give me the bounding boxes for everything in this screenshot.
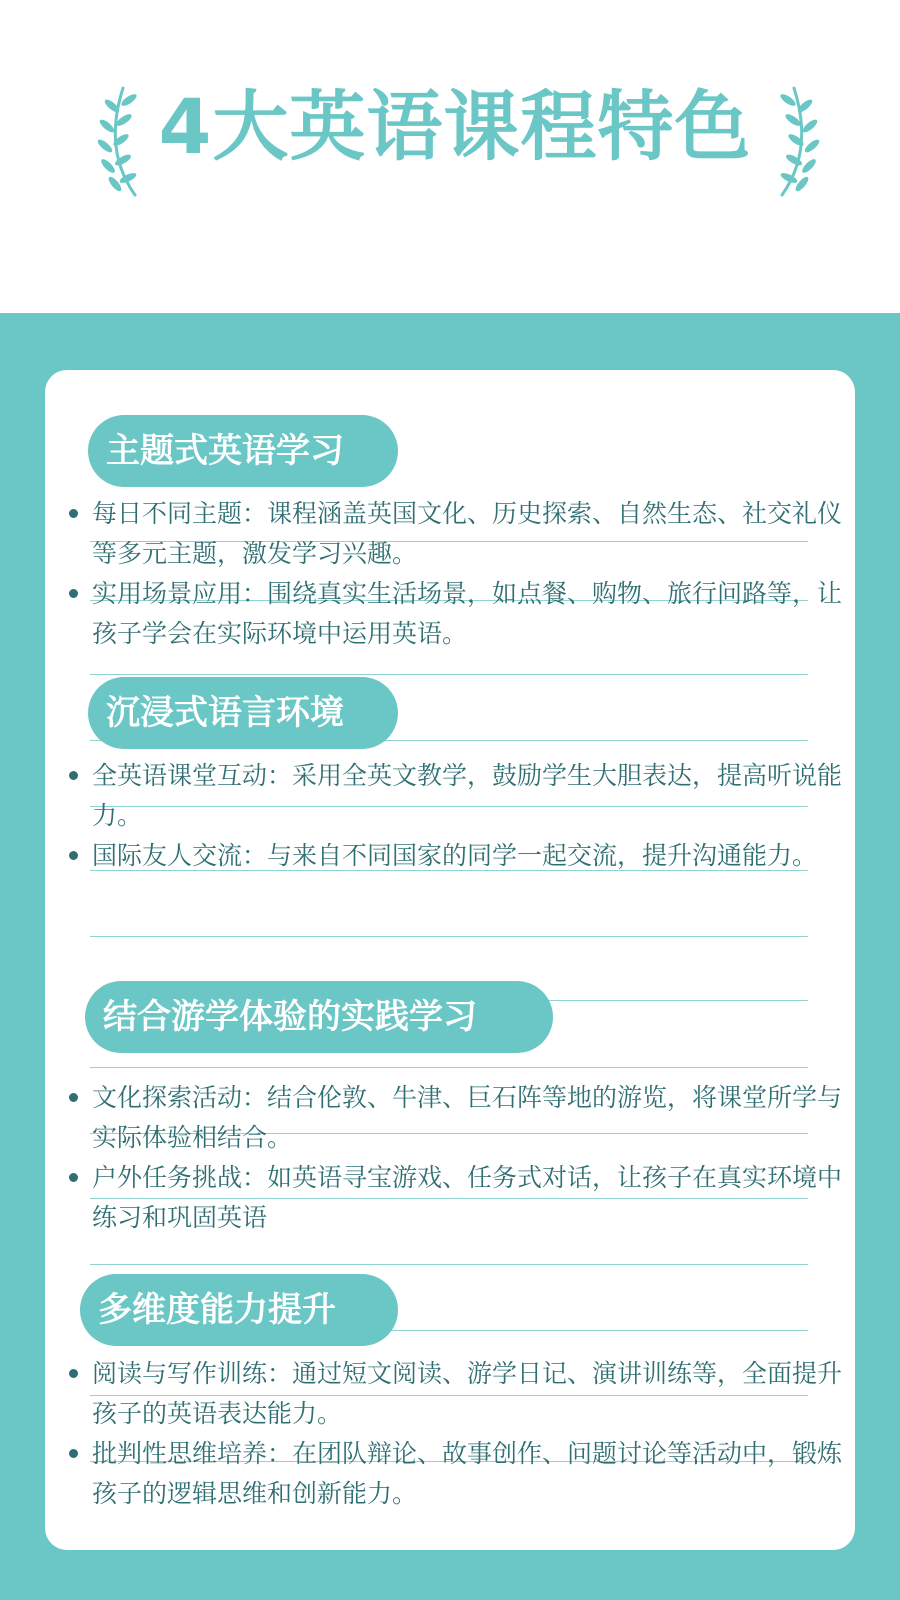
bullet-dot-icon (69, 1173, 78, 1182)
list-item-text: 阅读与写作训练：通过短文阅读、游学日记、演讲训练等，全面提升孩子的英语表达能力。 (92, 1359, 843, 1428)
list-item-text: 国际友人交流：与来自不同国家的同学一起交流，提升沟通能力。 (92, 841, 818, 870)
laurel-branch-icon (762, 80, 822, 200)
laurel-branch-icon (95, 80, 155, 200)
section-heading: 主题式英语学习 (88, 415, 398, 487)
page-title: 4大英语课程特色 (158, 82, 752, 171)
bullet-dot-icon (69, 1449, 78, 1458)
divider-line (90, 936, 808, 937)
section-heading: 沉浸式语言环境 (88, 677, 398, 749)
bullet-dot-icon (69, 589, 78, 598)
divider-line (90, 674, 808, 675)
header (0, 0, 900, 313)
list-item-text: 文化探索活动：结合伦敦、牛津、巨石阵等地的游览，将课堂所学与实际体验相结合。 (92, 1083, 843, 1152)
features-card (45, 370, 855, 1550)
section-heading: 结合游学体验的实践学习 (85, 981, 553, 1053)
bullet-dot-icon (69, 1369, 78, 1378)
bullet-dot-icon (69, 771, 78, 780)
list-item-text: 实用场景应用：围绕真实生活场景，如点餐、购物、旅行问路等，让孩子学会在实际环境中运用英语。 (92, 579, 843, 648)
bullet-dot-icon (69, 1093, 78, 1102)
bullet-dot-icon (69, 509, 78, 518)
bullet-dot-icon (69, 851, 78, 860)
section-heading: 多维度能力提升 (80, 1274, 398, 1346)
divider-line (90, 1067, 808, 1068)
list-item-text: 全英语课堂互动：采用全英文教学，鼓励学生大胆表达，提高听说能力。 (92, 761, 843, 830)
divider-line (90, 1264, 808, 1265)
list-item-text: 每日不同主题：课程涵盖英国文化、历史探索、自然生态、社交礼仪等多元主题，激发学习兴趣。 (92, 499, 843, 568)
list-item-text: 批判性思维培养：在团队辩论、故事创作、问题讨论等活动中，锻炼孩子的逻辑思维和创新能力。 (92, 1439, 843, 1508)
list-item-text: 户外任务挑战：如英语寻宝游戏、任务式对话，让孩子在真实环境中练习和巩固英语 (92, 1163, 843, 1232)
